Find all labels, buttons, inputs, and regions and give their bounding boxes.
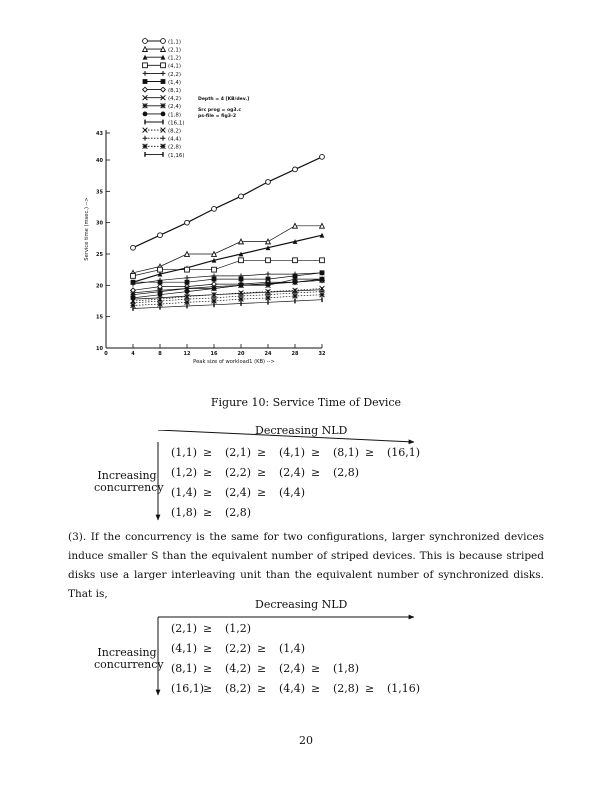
- geq-symbol: ≥: [311, 466, 321, 479]
- legend-label: (8,1): [168, 88, 182, 94]
- plot-area: [106, 130, 322, 348]
- config-label: (16,1): [171, 682, 205, 695]
- data-point: [239, 277, 244, 282]
- y-tick-label: 20: [96, 283, 103, 290]
- geq-symbol: ≥: [257, 446, 267, 459]
- config-label: (4,2): [225, 662, 252, 675]
- data-point: [320, 292, 325, 297]
- geq-symbol: ≥: [257, 642, 267, 655]
- legend-marker-end: [161, 79, 166, 84]
- legend-marker-start: [143, 144, 148, 149]
- table2-side-label: [94, 646, 164, 671]
- config-label: (2,4): [279, 662, 306, 675]
- config-label: (4,1): [171, 642, 198, 655]
- x-tick-label: 28: [291, 351, 299, 357]
- config-label: (8,2): [225, 682, 252, 695]
- data-point: [320, 258, 325, 263]
- config-label: (2,1): [225, 446, 252, 459]
- data-point: [293, 167, 298, 172]
- legend-marker-start: [143, 112, 148, 117]
- geq-symbol: ≥: [257, 662, 267, 675]
- x-tick-label: 8: [158, 351, 162, 357]
- data-point: [212, 206, 217, 211]
- table1-side-label: [94, 469, 164, 494]
- chart-legend: [143, 39, 185, 159]
- geq-symbol: ≥: [203, 466, 213, 479]
- legend-marker-start: [143, 128, 148, 133]
- data-point: [185, 289, 190, 294]
- body-paragraph: (3). If the concurrency is the same for two configurations, larger synchronized devices induce smaller S than the equivalent number of striped devices. This is because striped disks use a larger interleaving unit than the equivalent number of synchronized disks. That is,: [68, 531, 544, 600]
- y-tick-label: 25: [96, 252, 103, 258]
- legend-label: (2,1): [168, 47, 182, 54]
- x-tick-label: 12: [183, 351, 191, 357]
- data-point: [266, 258, 271, 263]
- chart-series: [131, 154, 325, 310]
- data-point: [185, 267, 190, 272]
- data-point: [131, 288, 136, 293]
- config-label: (16,1): [387, 446, 421, 459]
- geq-symbol: ≥: [257, 486, 267, 499]
- legend-label: (8,2): [168, 128, 182, 135]
- legend-marker-start: [143, 79, 148, 84]
- y-tick-label: 15: [96, 314, 103, 321]
- config-label: (2,1): [171, 622, 198, 635]
- data-point: [158, 233, 163, 238]
- y-axis-label: Service time (msec.) -->: [84, 197, 90, 261]
- x-tick-label: 24: [264, 351, 272, 357]
- legend-marker-start: [143, 136, 148, 141]
- data-point: [212, 252, 217, 257]
- config-label: (2,4): [279, 466, 306, 479]
- geq-symbol: ≥: [203, 486, 213, 499]
- y-tick-label: 30: [96, 220, 103, 227]
- x-tick-label: 32: [318, 351, 326, 357]
- config-label: (1,4): [171, 486, 198, 499]
- service-time-chart: [0, 0, 612, 380]
- legend-label: (2,8): [168, 144, 182, 151]
- geq-symbol: ≥: [365, 446, 375, 459]
- config-label: (2,8): [333, 466, 360, 479]
- legend-marker-end: [161, 136, 166, 141]
- side-label-line: Increasing: [97, 646, 157, 659]
- data-point: [320, 223, 325, 228]
- data-point: [158, 267, 163, 272]
- legend-label: (4,4): [168, 136, 182, 143]
- data-point: [266, 272, 271, 277]
- data-point: [212, 267, 217, 272]
- data-point: [266, 180, 271, 185]
- config-label: (4,4): [279, 682, 306, 695]
- legend-marker-end: [161, 63, 166, 68]
- config-label: (8,1): [171, 662, 198, 675]
- geq-symbol: ≥: [203, 682, 213, 695]
- legend-label: (4,1): [168, 63, 182, 70]
- config-label: (2,8): [333, 682, 360, 695]
- geq-symbol: ≥: [365, 682, 375, 695]
- data-point: [266, 295, 271, 300]
- legend-label: (1,1): [168, 39, 182, 46]
- chart-axes: [84, 130, 326, 365]
- legend-label: (1,4): [168, 79, 182, 86]
- config-label: (2,4): [225, 486, 252, 499]
- geq-symbol: ≥: [311, 446, 321, 459]
- legend-label: (1,16): [168, 152, 185, 159]
- x-tick-label: 20: [237, 351, 245, 357]
- table2-header: Decreasing NLD: [255, 598, 348, 611]
- side-label-line: concurrency: [94, 658, 164, 671]
- data-point: [212, 277, 217, 282]
- data-point: [212, 286, 217, 291]
- legend-marker-start: [143, 71, 148, 76]
- y-tick-label: 10: [96, 346, 103, 352]
- legend-marker-start: [143, 39, 148, 44]
- geq-symbol: ≥: [203, 506, 213, 519]
- config-label: (4,4): [279, 486, 306, 499]
- legend-label: (2,4): [168, 104, 182, 111]
- data-point: [293, 280, 298, 285]
- legend-label: (16,1): [168, 120, 185, 127]
- data-point: [185, 275, 190, 280]
- data-point: [266, 239, 271, 244]
- y-tick-label: 43: [96, 131, 103, 137]
- legend-marker-end: [161, 71, 166, 76]
- legend-label: (2,2): [168, 71, 182, 78]
- geq-symbol: ≥: [257, 466, 267, 479]
- data-point: [239, 258, 244, 263]
- data-point: [293, 223, 298, 228]
- geq-symbol: ≥: [311, 682, 321, 695]
- geq-symbol: ≥: [257, 682, 267, 695]
- data-point: [320, 277, 325, 282]
- legend-marker-start: [143, 63, 148, 68]
- legend-marker-end: [161, 47, 166, 52]
- x-tick-label: 0: [104, 351, 108, 357]
- x-axis-label: Peak size of workload1 (KB) -->: [193, 359, 275, 365]
- data-point: [239, 297, 244, 302]
- data-point: [266, 282, 271, 287]
- geq-symbol: ≥: [203, 446, 213, 459]
- data-point: [185, 252, 190, 257]
- annotation-line: ps-file = fig3-2: [198, 114, 237, 119]
- config-label: (1,16): [387, 682, 421, 695]
- legend-marker-end: [161, 39, 166, 44]
- data-point: [131, 245, 136, 250]
- figure-caption: Figure 10: Service Time of Device: [210, 396, 402, 409]
- data-point: [293, 258, 298, 263]
- annotation-line: Depth = 4 [KB/dev.]: [198, 97, 250, 102]
- config-label: (1,2): [171, 466, 198, 479]
- config-label: (2,8): [225, 506, 252, 519]
- table1-header: Decreasing NLD: [255, 424, 348, 437]
- config-label: (2,2): [225, 642, 252, 655]
- y-tick-label: 40: [96, 158, 103, 164]
- legend-marker-end: [161, 103, 166, 108]
- config-label: (1,2): [225, 622, 252, 635]
- page-number: 20: [299, 734, 313, 747]
- geq-symbol: ≥: [203, 642, 213, 655]
- geq-symbol: ≥: [311, 662, 321, 675]
- data-point: [320, 154, 325, 159]
- data-point: [212, 282, 217, 287]
- data-point: [239, 283, 244, 288]
- chart-annotation: [198, 96, 249, 119]
- side-label-line: Increasing: [97, 469, 157, 482]
- config-label: (1,8): [333, 662, 360, 675]
- legend-label: (1,8): [168, 112, 182, 119]
- side-label-line: concurrency: [94, 481, 164, 494]
- legend-label: (4,2): [168, 96, 182, 103]
- legend-marker-end: [161, 87, 166, 92]
- data-point: [131, 274, 136, 279]
- config-label: (1,4): [279, 642, 306, 655]
- legend-marker-start: [143, 47, 148, 52]
- legend-label: (1,2): [168, 55, 182, 62]
- legend-marker-end: [161, 112, 166, 117]
- x-tick-label: 4: [131, 351, 135, 357]
- config-label: (1,1): [171, 446, 198, 459]
- x-tick-label: 16: [210, 351, 218, 357]
- geq-symbol: ≥: [203, 622, 213, 635]
- y-tick-label: 35: [96, 189, 103, 196]
- geq-symbol: ≥: [203, 662, 213, 675]
- data-point: [239, 239, 244, 244]
- series-(1,1): [131, 154, 325, 250]
- data-point: [320, 270, 325, 275]
- config-label: (4,1): [279, 446, 306, 459]
- legend-marker-start: [143, 87, 148, 92]
- data-point: [131, 280, 136, 285]
- config-label: (8,1): [333, 446, 360, 459]
- data-point: [293, 294, 298, 299]
- data-point: [239, 194, 244, 199]
- config-label: (2,2): [225, 466, 252, 479]
- annotation-line: Src prog = og3.c: [198, 108, 242, 113]
- legend-marker-end: [161, 144, 166, 149]
- data-point: [185, 220, 190, 225]
- legend-marker-start: [143, 103, 148, 108]
- config-label: (1,8): [171, 506, 198, 519]
